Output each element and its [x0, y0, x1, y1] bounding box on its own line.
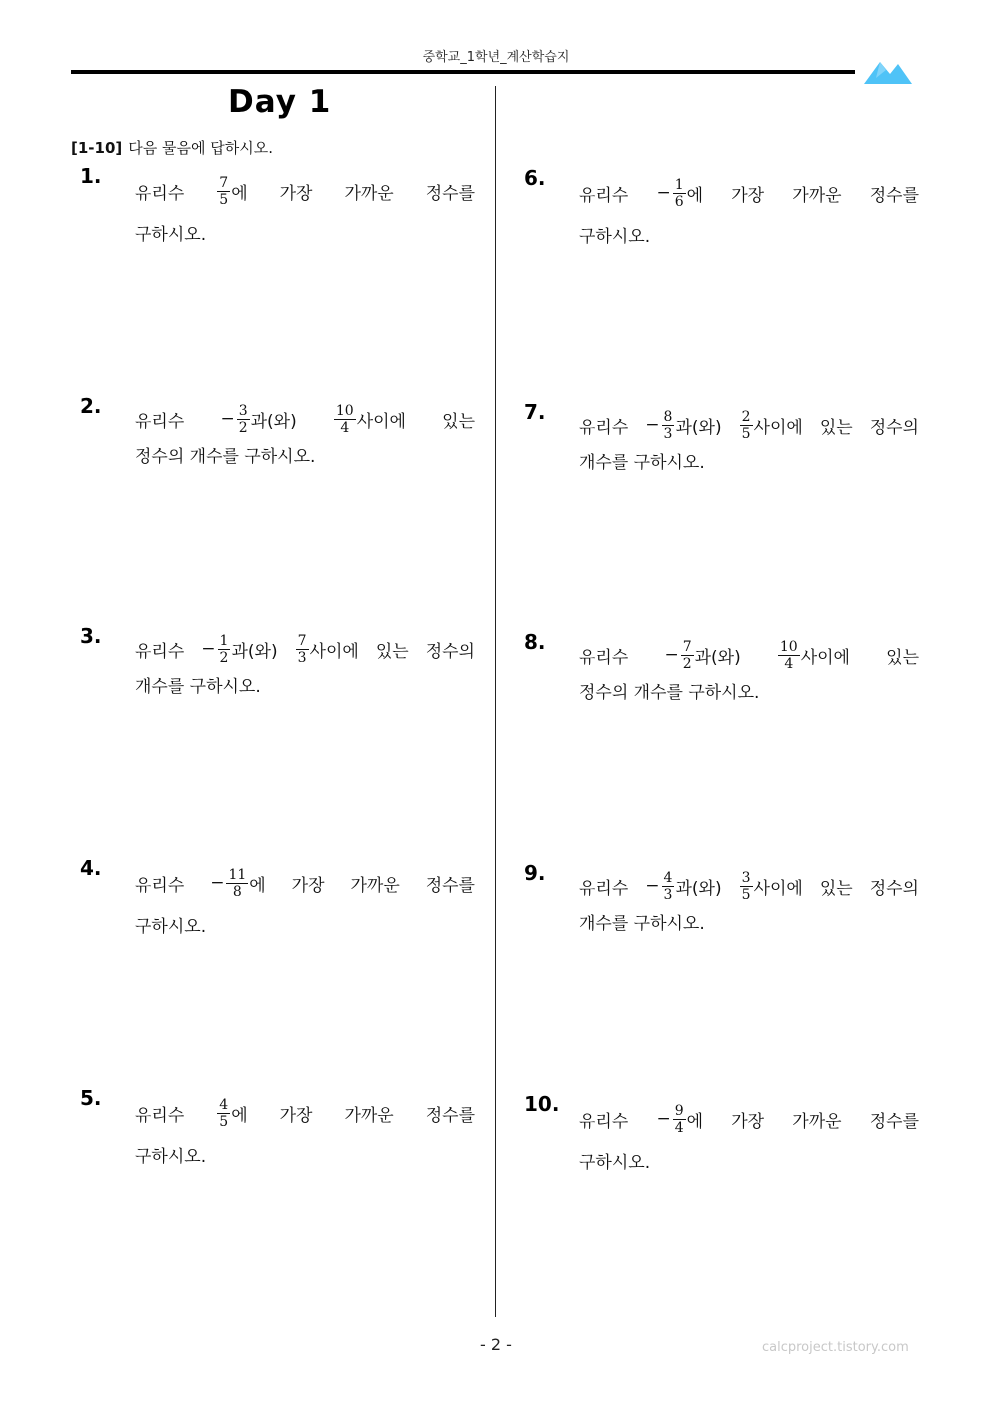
math-expression: − $\frac{1}{6}$ 에: [656, 176, 704, 210]
word: 가까운: [344, 183, 394, 204]
instruction-text: 다음 물음에 답하시오.: [128, 139, 273, 157]
question-number: 4.: [80, 856, 102, 880]
question-number: 10.: [524, 1092, 560, 1116]
math-expression: − $\frac{9}{4}$ 에: [656, 1102, 704, 1136]
word: 정수를: [869, 185, 919, 206]
question-line-2: 개수를 구하시오.: [579, 453, 705, 473]
word: 정수의: [425, 641, 475, 662]
word: 유리수: [135, 641, 185, 662]
word: 있는: [886, 647, 919, 668]
instructions: [71, 137, 273, 158]
math-expression: − $\frac{1}{2}$ 과(와): [201, 632, 278, 666]
math-expression: − $\frac{7}{2}$ 과(와): [664, 638, 741, 672]
math-expression: − $\frac{11}{8}$ 에: [210, 866, 266, 900]
site-watermark: calcproject.tistory.com: [762, 1340, 909, 1355]
word: 가장: [279, 183, 313, 204]
question-line-2: 개수를 구하시오.: [135, 677, 261, 697]
day-title: Day 1: [228, 84, 332, 120]
math-expression: $\frac{10}{4}$ 사이에: [335, 402, 406, 436]
word: 정수의: [869, 878, 919, 899]
fraction: $\frac{4}{5}$: [219, 1096, 229, 1130]
math-expression: $\frac{4}{5}$ 에: [219, 1096, 248, 1130]
question-line-2: 정수의 개수를 구하시오.: [135, 447, 316, 467]
word: 유리수: [579, 417, 629, 438]
question-number: 5.: [80, 1086, 102, 1110]
word: 가까운: [792, 185, 842, 206]
question-number: 1.: [80, 164, 102, 188]
word: 가장: [731, 1111, 765, 1132]
question-line-2: 구하시오.: [579, 227, 651, 247]
word: 정수를: [425, 875, 475, 896]
header-rule: [71, 70, 855, 74]
word: 가장: [291, 875, 325, 896]
math-expression: $\frac{2}{5}$ 사이에: [741, 408, 803, 442]
word: 정수를: [869, 1111, 919, 1132]
word: 있는: [442, 411, 475, 432]
question-line-2: 구하시오.: [579, 1153, 651, 1173]
question-line-2: 구하시오.: [135, 225, 207, 245]
word: 유리수: [579, 878, 629, 899]
fraction: $\frac{10}{4}$: [779, 638, 798, 672]
fraction: $\frac{8}{3}$: [663, 408, 673, 442]
math-expression: $\frac{10}{4}$ 사이에: [779, 638, 850, 672]
fraction: $\frac{7}{5}$: [219, 174, 229, 208]
fraction: $\frac{11}{8}$: [228, 866, 247, 900]
fraction: $\frac{3}{2}$: [238, 402, 248, 436]
word: 유리수: [135, 1105, 185, 1126]
word: 유리수: [135, 411, 185, 432]
fraction: $\frac{1}{6}$: [674, 176, 684, 210]
question-number: 3.: [80, 624, 102, 648]
question-number: 6.: [524, 166, 546, 190]
math-expression: $\frac{3}{5}$ 사이에: [741, 869, 803, 903]
word: 있는: [819, 878, 853, 899]
word: 유리수: [135, 183, 185, 204]
question-line-2: 구하시오.: [135, 917, 207, 937]
word: 유리수: [579, 1111, 629, 1132]
word: 있는: [375, 641, 409, 662]
math-expression: − $\frac{8}{3}$ 과(와): [645, 408, 722, 442]
word: 유리수: [135, 875, 185, 896]
question-number: 8.: [524, 630, 546, 654]
fraction: $\frac{7}{2}$: [682, 638, 692, 672]
question-number: 9.: [524, 861, 546, 885]
page-number: - 2 -: [480, 1335, 512, 1354]
math-expression: $\frac{7}{5}$ 에: [219, 174, 248, 208]
fraction: $\frac{7}{3}$: [297, 632, 307, 666]
mountain-logo-icon: [862, 56, 914, 86]
fraction: $\frac{2}{5}$: [741, 408, 751, 442]
fraction: $\frac{10}{4}$: [335, 402, 354, 436]
fraction: $\frac{4}{3}$: [663, 869, 673, 903]
math-expression: − $\frac{3}{2}$ 과(와): [220, 402, 297, 436]
question-number: 7.: [524, 400, 546, 424]
word: 가까운: [350, 875, 400, 896]
word: 가까운: [792, 1111, 842, 1132]
question-line-2: 정수의 개수를 구하시오.: [579, 683, 760, 703]
word: 정수를: [425, 1105, 475, 1126]
word: 가장: [279, 1105, 313, 1126]
word: 가까운: [344, 1105, 394, 1126]
word: 있는: [819, 417, 853, 438]
column-divider: [495, 86, 496, 1317]
page-header-title: 중학교_1학년_계산학습지: [422, 50, 570, 65]
question-number: 2.: [80, 394, 102, 418]
word: 가장: [731, 185, 765, 206]
word: 유리수: [579, 185, 629, 206]
word: 유리수: [579, 647, 629, 668]
word: 정수의: [869, 417, 919, 438]
fraction: $\frac{9}{4}$: [674, 1102, 684, 1136]
fraction: $\frac{1}{2}$: [219, 632, 229, 666]
math-expression: − $\frac{4}{3}$ 과(와): [645, 869, 722, 903]
fraction: $\frac{3}{5}$: [741, 869, 751, 903]
question-line-2: 개수를 구하시오.: [579, 914, 705, 934]
word: 정수를: [425, 183, 475, 204]
question-line-2: 구하시오.: [135, 1147, 207, 1167]
math-expression: $\frac{7}{3}$ 사이에: [297, 632, 359, 666]
question-range: [1-10]: [71, 139, 123, 157]
